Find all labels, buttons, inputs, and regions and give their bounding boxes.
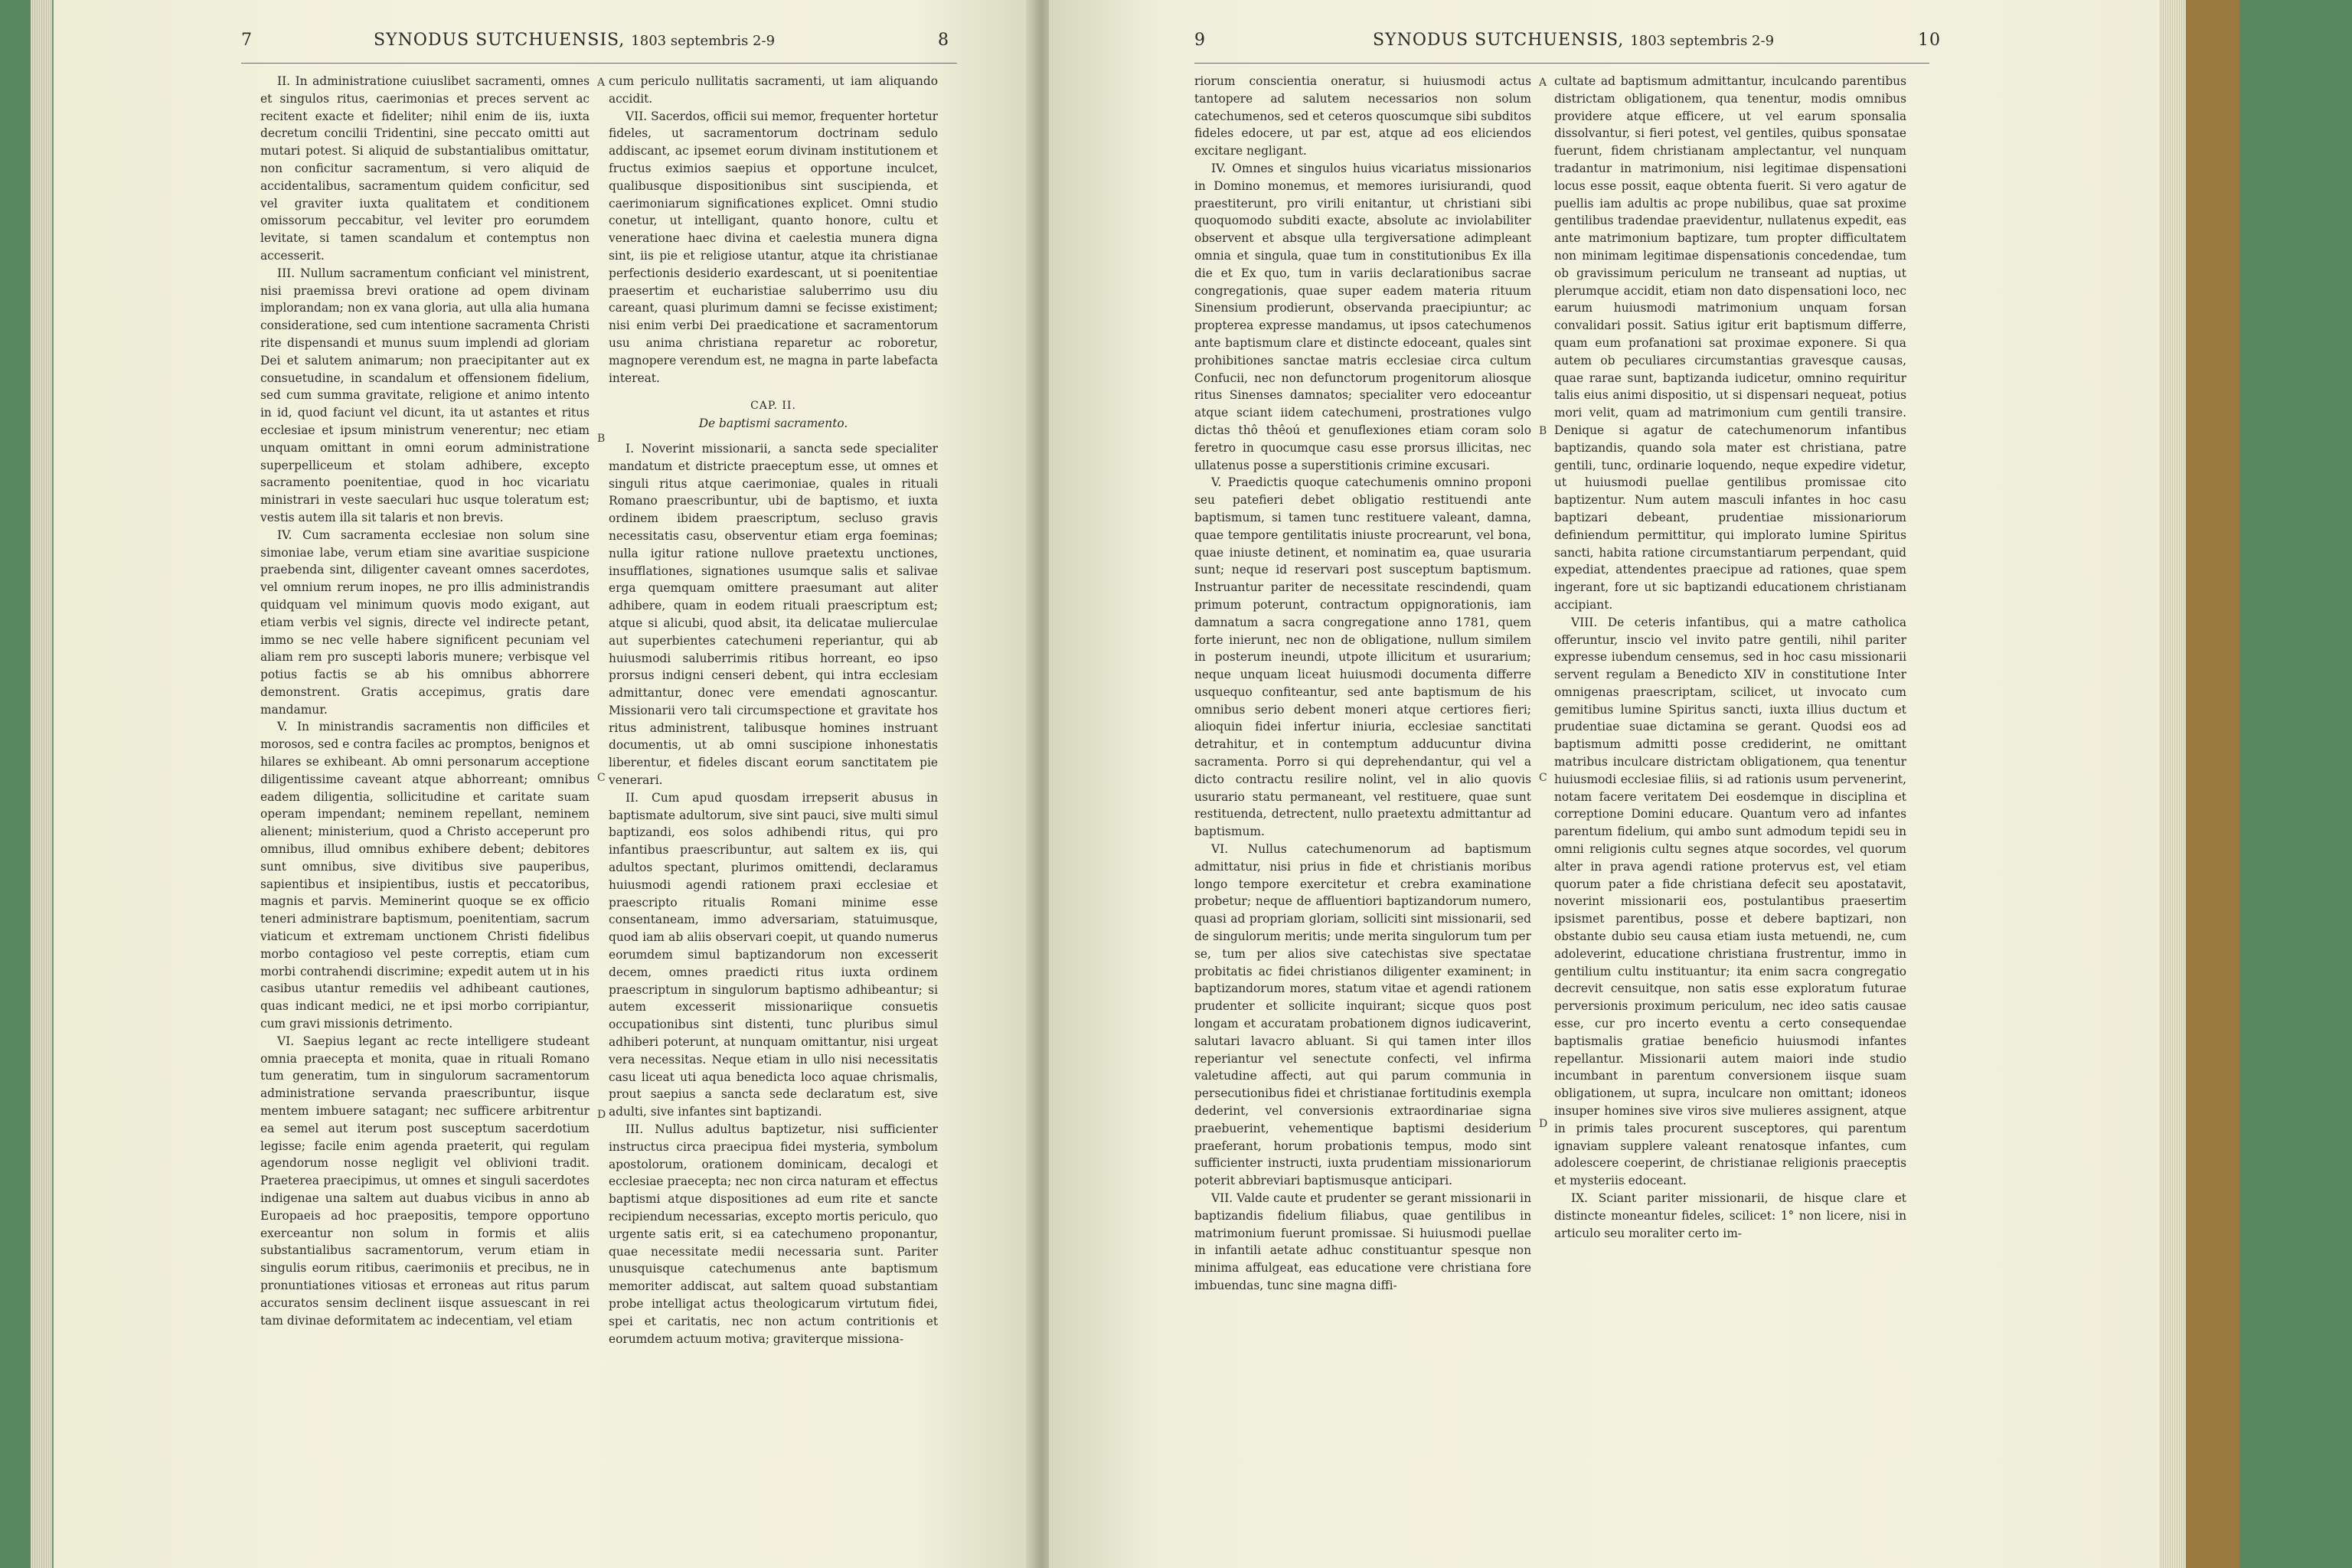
paragraph: III. Nullum sacramentum conficiant vel ministrent, nisi praemissa brevi oratione ad opem divinam implorandam; non ex vana gloria, aut ulla alia humana consideratione, sed cum intentione sacramenta Christi rite dispensandi et munus suum implendi ad gloriam Dei et salutem animarum; non praecipitanter aut ex consuetudine, in scandalum et offensionem fidelium, sed cum summa gravitate, religione et animo intento in id, quod faciunt vel dicunt, ita ut astantes et ritus ecclesiae et ipsum ministrum venerentur; nec etiam unquam omittant in omni eorum administratione superpelliceum et stolam adhibere, excepto sacramento poenitentiae, quod in hoc vicariatu ministrari in veste saeculari huc usque toleratum est; vestis autem illa sit talaris et non brevis. <box>260 266 590 524</box>
book-cover-edge <box>2186 0 2239 1568</box>
margin-marker: A <box>597 77 606 89</box>
running-title: SYNODUS SUTCHUENSIS, <box>373 31 626 50</box>
paragraph: III. Nullus adultus baptizetur, nisi sufficienter instructus circa praecipua fidei mysteria, symbolum apostolorum, orationem dominicam, decalogi et ecclesiae praecepta; nec non circa naturam et effectus baptismi atque dispositiones ad eum rite et sancte recipiendum necessarias, excepto mortis periculo, quo urgente satis erit, si ea catechumeno proponantur, quae necessitate medii necessaria sunt. Pariter unusquisque catechumenus ante baptismum memoriter addiscat, aut saltem quoad substantiam probe intelligat actus theologicarum virtutum fidei, spei et caritatis, nec non actum contritionis et eorumdem actuum motiva; graviterque missiona- <box>609 1122 938 1346</box>
paragraph: VII. Valde caute et prudenter se gerant missionarii in baptizandis fidelium filiabus, quae gentilibus in matrimonium fuerunt promissae. Si huiusmodi puellae in infantili aetate adhuc constituantur spesque non minima affulgeat, eas educatione vere christiana fore imbuendas, tunc sine magna diffi- <box>1194 1191 1531 1292</box>
book-right-edge <box>2159 0 2186 1568</box>
page-number: 8 <box>938 31 949 50</box>
book-left-edge <box>31 0 54 1568</box>
page-number: 10 <box>1918 31 1941 50</box>
paragraph: IX. Sciant pariter missionarii, de hisque clare et distincte moneantur fideles, scilicet: 1° non licere, nisi in articulo seu moraliter certo im- <box>1554 1191 1906 1240</box>
paragraph: VIII. De ceteris infantibus, qui a matre catholica offeruntur, inscio vel invito patre gentili, nihil pariter expresse iubendum censemus, sed in hoc casu missionarii servent regulam a Benedicto XIV in constitutione Inter omnigenas praescriptam, scilicet, ut invocato cum gemitibus lumine Spiritus sancti, iuxta illius ductum et prudentiae suae dictamina se gerant. Quodsi eos ad baptismum admitti posse crediderint, ne omittant matribus inculcare districtam obligationem, qua tenentur huiusmodi ecclesiae filiis, si ad rationis usum pervenerint, notam facere veritatem Dei eosdemque in disciplina et correptione Domini educare. Quantum vero ad infantes parentum fidelium, qui ambo sunt admodum tepidi seu in omni religionis cultu segnes atque socordes, vel quorum alter in prava agendi ratione protervus est, vel etiam quorum pater a fide christiana defecit seu apostatavit, noverint missionarii eos, postulantibus praesertim ipsismet parentibus, posse et debere baptizari, non obstante dubio seu causa etiam iusta metuendi, ne, cum adoleverint, educatione christiana frustrentur, immo in gentilium cultu instituantur; ita enim sacra congregatio decrevit censuitque, non satis esse exploratum futurae perversionis proximum periculum, nec ideo satis causae esse, cur pro incerto eventu a certo consequendae baptismalis gratiae beneficio huiusmodi infantes repellantur. Missionarii autem maiori inde studio incumbant in parentum conversionem iisque suam obligationem, ut supra, inculcare non omittant; idoneos insuper homines sive viros sive mulieres assignent, atque in primis tales procurent susceptores, qui parentum ignaviam supplere valeant renatosque infantes, cum adolescere coeperint, de christianae religionis praeceptis et mysteriis edoceant. <box>1554 615 1906 1188</box>
running-title: SYNODUS SUTCHUENSIS, <box>1372 31 1625 50</box>
chapter-subheading: De baptismi sacramento. <box>698 416 848 431</box>
margin-marker: B <box>1539 425 1547 437</box>
paragraph: VI. Nullus catechumenorum ad baptismum admittatur, nisi prius in fide et christianis moribus longo tempore exercitetur et crebra examinatione probetur; neque de affluentiori baptizandorum numero, quasi ad propriam gloriam, solliciti sint missionarii, sed de singulorum meritis; unde merita singulorum tum per se, tum per alios sive catechistas sive spectatae probitatis ac fidei christianos diligenter examinent; in baptizandorum mores, statum vitae et agendi rationem prudenter et sollicite inquirant; sicque quos post longam et accuratam probationem dignos iudicaverint, salutari lavacro abluant. Si qui tamen inter illos reperiantur vel senectute confecti, vel infirma valetudine affecti, aut qui parum communia in persecutionibus fidei et christianae fortitudinis exempla dederint, vel conversionis extraordinariae signa praebuerint, vehementique baptismi desiderium praeferant, horum probationis tempus, modo sint sufficienter instructi, iuxta prudentiam missionariorum poterit abbreviari baptismusque anticipari. <box>1194 842 1531 1188</box>
text-column-2 <box>609 73 938 1348</box>
paragraph: VI. Saepius legant ac recte intelligere studeant omnia praecepta et monita, quae in rituali Romano tum generatim, tum in singulorum sacramentorum administratione servanda praescribuntur, iisque mentem imbuere satagant; nec sufficere arbitrentur ea semel aut iterum post susceptum sacerdotium legisse; facile enim agenda praeterit, qui regulam agendorum nosse negligit vel oblivioni tradit. Praeterea praecipimus, ut omnes et singuli sacerdotes indigenae una saltem aut duabus vicibus in anno ab Europaeis ad hoc praepositis, tempore opportuno exerceantur non solum in formis et aliis substantialibus sacramentorum, verum etiam in singulis eorum ritibus, caerimoniis et precibus, ne in pronuntiationes vitiosas et erroneas aut ritus parum accuratos sensim declinent iisque assuescant in rei tam divinae deformitatem ac indecentiam, vel etiam <box>260 1034 590 1328</box>
page-number: 7 <box>241 31 253 50</box>
text-column-2 <box>1554 73 1906 1242</box>
paragraph: IV. Cum sacramenta ecclesiae non solum sine simoniae labe, verum etiam sine avaritiae suspicione praebenda sint, diligenter caveant omnes sacerdotes, vel omnium rerum inopes, ne pro illis administrandis quidquam vel minimum quovis modo exigant, aut etiam verbis vel signis, directe vel indirecte petant, immo se nec velle habere significent pecuniam vel aliam rem pro suscepti laboris munere; verbisque vel potius factis se ab his omnibus abhorrere demonstrent. Gratis accepimus, gratis dare mandamur. <box>260 528 590 717</box>
paragraph: II. Cum apud quosdam irrepserit abusus in baptismate adultorum, sive sint pauci, sive multi simul baptizandi, eos solos adhibendi ritus, qui pro infantibus praescribuntur, aut saltem ex iis, qui adultos spectant, plurimos omittendi, declaramus huiusmodi agendi rationem praxi ecclesiae et praescripto ritualis Romani minime esse consentaneam, immo adversariam, statuimusque, quod iam ab aliis observari coepit, ut quando numerus eorumdem simul baptizandorum non excesserit decem, omnes praedicti ritus iuxta ordinem praescriptum in singulorum baptismo adhibeantur; si autem excesserit missionariique consuetis occupationibus sint distenti, tunc pluribus simul adhiberi poterunt, at nunquam omittantur, nisi urgeat vera necessitas. Neque etiam in ullo nisi necessitatis casu liceat uti aqua benedicta loco aquae chrismalis, prout saepius a sancta sede declaratum est, sive adulti, sive infantes sint baptizandi. <box>609 790 938 1119</box>
header-rule <box>241 63 957 64</box>
text-column-1 <box>1194 73 1531 1295</box>
chapter-heading: CAP. II. <box>750 400 796 413</box>
margin-marker: A <box>1539 77 1547 89</box>
paragraph: cum periculo nullitatis sacramenti, ut iam aliquando accidit. <box>609 74 938 106</box>
margin-marker: D <box>1539 1118 1548 1130</box>
paragraph: cultate ad baptismum admittantur, inculcando parentibus districtam obligationem, qua tenentur, modis omnibus providere atque efficere, ut vel earum sponsalia dissolvantur, si fieri potest, vel gentiles, quibus sponsatae fuerunt, fidem christianam amplectantur, vel nunquam tradantur in matrimonium, nisi legitimae dispensationi locus esse possit, eaque obtenta fuerit. Si vero agatur de puellis iam adultis ac prope nubilibus, quae sat proxime gentilibus tradendae praevidentur, nullatenus expedit, eas ante matrimonium baptizare, tum propter difficultatem non minimam legitimae dispensationis concedendae, tum ob gravissimum periculum ne transeant ad nuptias, ut plerumque accidit, etiam non dato dispensationi loco, nec earum huiusmodi matrimonium unquam forsan convalidari possit. Satius igitur erit baptismum differre, quam eum profanationi sat proximae exponere. Si qua autem ob peculiares circumstantias gravesque causas, quae rarae sunt, baptizanda iudicetur, omnino requiritur talis eius animi dispositio, ut si dispensari nequeat, potius mori velit, quam ad matrimonium cum gentili transire. Denique si agatur de catechumenorum infantibus baptizandis, quando sola mater est christiana, patre gentili, tunc, ordinarie loquendo, neque expedire videtur, ut huiusmodi puellae gentilibus promissae cito baptizentur. Num autem masculi infantes in hoc casu baptizari debeant, prudentiae missionariorum definiendum permittitur, qui implorato lumine Spiritus sancti, habita ratione circumstantiarum perpendant, quid expediat, attendentes praecipue ad rationes, quae spem ingerant, fore ut sic baptizandi educationem christianam accipiant. <box>1554 74 1906 612</box>
paragraph: II. In administratione cuiuslibet sacramenti, omnes et singulos ritus, caerimonias et preces servent ac recitent exacte et fideliter; nihil enim de iis, iuxta decretum concilii Tridentini, sine peccato omitti aut mutari potest. Si aliquid de substantialibus omittatur, non conficitur sacramentum, si vero aliquid de accidentalibus, sacramentum quidem conficitur, sed vel graviter iuxta qualitatem et conditionem omissorum peccabitur, vel leviter pro eorumdem levitate, si tamen scandalum et contemptus non accesserit. <box>260 74 590 263</box>
paragraph: I. Noverint missionarii, a sancta sede specialiter mandatum et districte praeceptum esse, ut omnes et singuli ritus atque caerimoniae, quales in rituali Romano praescribuntur, ubi de baptismo, et iuxta ordinem ibidem praescriptum, secluso gravis necessitatis casu, observentur etiam erga foeminas; nulla igitur ratione nullove praetextu unctiones, insufflationes, signationes usumque salis et salivae erga quemquam omittere praesumant aut aliter adhibere, quam in eodem rituali praescriptum est; atque si alicubi, quod absit, ita delicatae mulierculae aut superbientes catechumeni reperiantur, qui ab huiusmodi saluberrimis ritibus horreant, eo ipso prorsus indigni censeri debent, qui intra ecclesiam admittantur, donec vere emendati agnoscantur. Missionarii vero tali circumspectione et gravitate hos ritus administrent, talibusque homines instruant documentis, ut ab omni suscipione inhonestatis liberentur, et fideles discant eorum sanctitatem pie venerari. <box>609 441 938 788</box>
header-rule <box>1194 63 1929 64</box>
left-page-header <box>54 31 1034 61</box>
right-page-header <box>1049 31 2159 61</box>
margin-marker: C <box>1539 772 1547 784</box>
running-date: 1803 septembris 2-9 <box>1630 33 1775 49</box>
margin-marker: D <box>597 1109 606 1121</box>
running-date: 1803 septembris 2-9 <box>631 33 776 49</box>
margin-marker: B <box>597 433 606 445</box>
left-page <box>54 0 1034 1568</box>
right-page <box>1049 0 2159 1568</box>
margin-marker: C <box>597 772 606 784</box>
paragraph: VII. Sacerdos, officii sui memor, frequenter hortetur fideles, ut sacramentorum doctrinam sedulo addiscant, ac ipsemet eorum divinam institutionem et fructus eximios saepius et opportune inculcet, qualibusque dispositionibus sint suscipienda, et caerimoniarum significationes explicet. Omni studio conetur, ut intelligant, quanto honore, cultu et veneratione haec divina et caelestia munera digna sint, iis pie et religiose utantur, atque ita christianae perfectionis desiderio exardescant, ut si poenitentiae praesertim et eucharistiae saluberrimo usu diu careant, quasi plurimum damni se fecisse existiment; nisi enim verbi Dei praedicatione et sacramentorum usu anima christiana reparetur ac roboretur, magnopere verendum est, ne magna in parte labefacta intereat. <box>609 109 938 385</box>
paragraph: V. In ministrandis sacramentis non difficiles et morosos, sed e contra faciles ac promptos, benignos et hilares se exhibeant. Ab omni personarum acceptione diligentissime caveant atque abhorreant; omnibus eadem diligentia, sollicitudine et caritate suam operam impendant; neminem repellant, neminem alienent; ministerium, quod a Christo acceperunt pro omnibus, illud omnibus exhibere debent; debitores sunt omnibus, sive divitibus sive pauperibus, sapientibus et insipientibus, iustis et peccatoribus, magnis et parvis. Meminerint quoque se ex officio teneri administrare baptismum, poenitentiam, sacrum viaticum et extremam unctionem Christi fidelibus morbo contagioso vel peste correptis, etiam cum morbi contrahendi discrimine; expedit autem ut in his casibus utantur remediis vel adhibeant cautiones, quas indicant medici, ne et ipsi morbo corripiantur, cum gravi missionis detrimento. <box>260 720 590 1031</box>
text-column-1 <box>260 73 590 1329</box>
paragraph: IV. Omnes et singulos huius vicariatus missionarios in Domino monemus, et memores iurisiurandi, quod praestiterunt, pro virili enitantur, ut christiani sibi quoquomodo subditi exacte, absolute ac inviolabiliter observent et absque ulla tergiversatione adimpleant omnia et singula, quae tum in constitutionibus Ex illa die et Ex quo, tum in variis declarationibus sacrae congregationis, quae super eadem materia rituum Sinensium prodierunt, observanda praecipiuntur; ac propterea expresse mandamus, ut ipsos catechumenos ante baptismum clare et distincte edoceant, quales sint prohibitiones sanctae matris ecclesiae circa cultum Confucii, nec non defunctorum progenitorum aliosque ritus Sinenses damnatos; specialiter vero edoceantur atque sciant iidem catechumeni, prostrationes vulgo dictas thô thêoú et genuflexiones etiam coram solo feretro in quocumque casu esse prorsus illicitas, nec ullatenus posse a superstitionis crimine excusari. <box>1194 161 1531 472</box>
paragraph: riorum conscientia oneratur, si huiusmodi actus tantopere ad salutem necessarios non solum catechumenos, sed et ceteros quoscumque sibi subditos fideles edocere, ut par est, atque ad eos eliciendos excitare negligant. <box>1194 74 1531 158</box>
book-spread <box>54 0 2159 1568</box>
paragraph: V. Praedictis quoque catechumenis omnino proponi seu patefieri debet obligatio restituendi ante baptismum, si tamen tunc restituere valeant, damna, quae tempore gentilitatis iniuste procrearunt, vel bona, quae iniuste detinent, et nominatim ea, quae usuraria sunt; neque id reservari post susceptum baptismum. Instruantur pariter de necessitate rescindendi, quam primum poterunt, contractum oppignorationis, iam damnatum a sacra congregatione anno 1781, quem forte inierunt, nec non de obligatione, nullum similem in posterum ineundi, utpote illicitum et usurarium; neque unquam liceat huiusmodi documenta differre usquequo confiteantur, sed ante baptismum de his omnibus serio debent moneri atque certiores fieri; alioquin fidei infertur iniuria, ecclesiae sanctitati detrahitur, et in contemptum adducuntur divina sacramenta. Porro si qui deprehendantur, qui vel a dicto contractu resilire nolint, vel in alio quovis usurario statu permaneant, vel restituere, quae sunt restituenda, detrectent, nullo praetextu admittantur ad baptismum. <box>1194 475 1531 839</box>
page-number: 9 <box>1194 31 1206 50</box>
